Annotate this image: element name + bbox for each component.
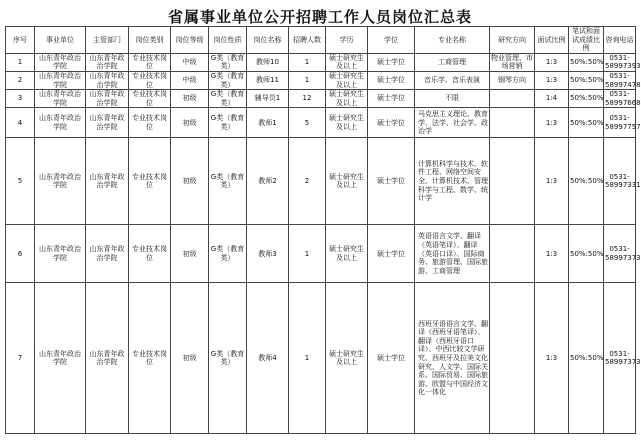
cell-research xyxy=(490,283,535,434)
cell-education: 硕士研究生及以上 xyxy=(326,283,368,434)
cell-count: 2 xyxy=(289,138,326,225)
cell-level: 初级 xyxy=(171,138,209,225)
header-cell: 岗位类别 xyxy=(129,27,171,54)
cell-phone: 0531-58997373 xyxy=(604,283,636,434)
cell-phone: 0531-58997668 xyxy=(605,90,641,107)
cell-interview-ratio: 1:4 xyxy=(535,90,569,108)
header-cell: 学历 xyxy=(326,27,368,54)
cell-education: 硕士研究生及以上 xyxy=(326,225,368,283)
cell-department: 山东青年政治学院 xyxy=(86,283,129,434)
cell-index: 5 xyxy=(6,138,35,225)
cell-major: 英语语言文学、翻译（英语笔译）、翻译（英语口译）、国际商务、旅游管理、国际旅游、工商管理 xyxy=(415,225,490,283)
cell-score-ratio: 50%:50% xyxy=(569,71,604,89)
cell-degree: 硕士学位 xyxy=(368,53,415,71)
cell-category: 专业技术岗位 xyxy=(129,90,171,108)
cell-count: 1 xyxy=(289,53,326,71)
cell-education: 硕士研究生及以上 xyxy=(326,108,368,138)
cell-interview-ratio: 1:3 xyxy=(535,71,569,89)
cell-unit: 山东青年政治学院 xyxy=(35,53,86,71)
cell-score-ratio: 50%:50% xyxy=(569,53,604,71)
cell-education: 硕士研究生及以上 xyxy=(326,53,368,71)
cell-level: 初级 xyxy=(171,90,209,108)
cell-index: 1 xyxy=(6,53,35,71)
cell-level: 初级 xyxy=(171,108,209,138)
cell-category: 专业技术岗位 xyxy=(129,108,171,138)
cell-interview-ratio: 1:3 xyxy=(535,138,569,225)
cell-department: 山东青年政治学院 xyxy=(86,71,129,89)
cell-interview-ratio: 1:3 xyxy=(535,225,569,283)
cell-index: 2 xyxy=(6,71,35,89)
table-row xyxy=(6,90,636,108)
header-cell: 笔试和面试成绩比例 xyxy=(569,27,604,54)
table-row xyxy=(6,53,636,71)
cell-education: 硕士研究生及以上 xyxy=(326,138,368,225)
cell-nature: G类（教育类） xyxy=(209,90,247,108)
cell-index: 7 xyxy=(6,283,35,434)
cell-nature: G类（教育类） xyxy=(209,283,247,434)
cell-phone: 0531-58997331 xyxy=(604,138,636,225)
cell-category: 专业技术岗位 xyxy=(129,71,171,89)
cell-score-ratio: 50%:50% xyxy=(569,225,604,283)
header-cell: 面试比例 xyxy=(535,27,569,54)
cell-research xyxy=(490,138,535,225)
cell-major: 计算机科学与技术、软件工程、网络空间安全、计算机技术、管理科学与工程、数学、统计学 xyxy=(415,138,490,225)
position-table xyxy=(5,26,641,434)
header-cell: 专业名称 xyxy=(415,27,490,54)
header-cell: 岗位名称 xyxy=(247,27,289,54)
cell-category: 专业技术岗位 xyxy=(129,283,171,434)
cell-nature: G类（教育类） xyxy=(209,71,247,89)
cell-score-ratio: 50%:50% xyxy=(569,108,604,138)
cell-category: 专业技术岗位 xyxy=(129,225,171,283)
header-cell: 研究方向 xyxy=(490,27,535,54)
table-row xyxy=(6,71,636,89)
cell-score-ratio: 50%:50% xyxy=(569,138,604,225)
cell-unit: 山东青年政治学院 xyxy=(35,90,86,108)
cell-department: 山东青年政治学院 xyxy=(86,225,129,283)
header-cell: 咨询电话 xyxy=(604,27,636,54)
cell-degree: 硕士学位 xyxy=(368,138,415,225)
cell-position: 教师4 xyxy=(247,283,289,434)
cell-degree: 硕士学位 xyxy=(368,283,415,434)
cell-unit: 山东青年政治学院 xyxy=(35,225,86,283)
cell-category: 专业技术岗位 xyxy=(129,138,171,225)
cell-position: 教师10 xyxy=(247,53,289,71)
cell-interview-ratio: 1:3 xyxy=(535,283,569,434)
header-cell: 事业单位 xyxy=(35,27,86,54)
cell-position: 教师3 xyxy=(247,225,289,283)
table-row xyxy=(6,283,636,434)
header-cell: 序号 xyxy=(6,27,35,54)
cell-level: 初级 xyxy=(171,225,209,283)
cell-research xyxy=(490,90,535,108)
cell-count: 1 xyxy=(289,283,326,434)
cell-unit: 山东青年政治学院 xyxy=(35,283,86,434)
cell-level: 中级 xyxy=(171,71,209,89)
cell-position: 教师11 xyxy=(247,71,289,89)
cell-degree: 硕士学位 xyxy=(368,108,415,138)
cell-department: 山东青年政治学院 xyxy=(86,108,129,138)
cell-nature: G类（教育类） xyxy=(209,53,247,71)
header-cell: 主管部门 xyxy=(86,27,129,54)
cell-nature: G类（教育类） xyxy=(209,108,247,138)
cell-phone: 0531-58997757 xyxy=(604,108,636,138)
cell-position: 教师2 xyxy=(247,138,289,225)
cell-degree: 硕士学位 xyxy=(368,90,415,108)
cell-research: 物业管理、市场营销 xyxy=(491,53,533,71)
cell-major: 工商管理 xyxy=(415,53,490,71)
cell-index: 6 xyxy=(6,225,35,283)
table-row xyxy=(6,138,636,225)
document-title: 省属事业单位公开招聘工作人员岗位汇总表 xyxy=(167,8,472,26)
cell-unit: 山东青年政治学院 xyxy=(35,108,86,138)
header-cell: 岗位性质 xyxy=(209,27,247,54)
cell-department: 山东青年政治学院 xyxy=(86,53,129,71)
cell-degree: 硕士学位 xyxy=(368,71,415,89)
cell-count: 12 xyxy=(289,90,326,108)
cell-score-ratio: 50%:50% xyxy=(569,90,604,108)
cell-major: 马克思主义理论、教育学、法学、社会学、政治学 xyxy=(415,108,490,138)
cell-count: 1 xyxy=(289,225,326,283)
header-cell: 招聘人数 xyxy=(289,27,326,54)
cell-phone: 0531-58997478 xyxy=(605,71,641,89)
cell-major: 西班牙语语言文学、翻译（西班牙语笔译）、翻译（西班牙语口译）、中西比较文学研究、西班牙及拉美文化研究、人文学、国际关系、国际贸易、国际旅游、欧盟与中国经济文化一体化 xyxy=(415,283,490,434)
cell-education: 硕士研究生及以上 xyxy=(326,71,368,89)
table-header-row xyxy=(6,27,636,54)
cell-department: 山东青年政治学院 xyxy=(86,138,129,225)
cell-research: 钢琴方向 xyxy=(490,71,535,89)
cell-count: 1 xyxy=(289,71,326,89)
cell-department: 山东青年政治学院 xyxy=(86,90,129,108)
cell-index: 3 xyxy=(6,90,35,108)
cell-level: 初级 xyxy=(171,283,209,434)
cell-position: 辅导员1 xyxy=(247,90,289,108)
cell-phone: 0531-58997393 xyxy=(605,53,641,71)
cell-education: 硕士研究生及以上 xyxy=(326,90,368,108)
cell-position: 教师1 xyxy=(247,108,289,138)
cell-phone: 0531-58997373 xyxy=(604,225,636,283)
cell-degree: 硕士学位 xyxy=(368,225,415,283)
cell-index: 4 xyxy=(6,108,35,138)
header-cell: 学位 xyxy=(368,27,415,54)
cell-nature: G类（教育类） xyxy=(209,138,247,225)
cell-interview-ratio: 1:3 xyxy=(535,108,569,138)
cell-unit: 山东青年政治学院 xyxy=(35,71,86,89)
cell-count: 5 xyxy=(289,108,326,138)
cell-research xyxy=(490,225,535,283)
cell-major: 不限 xyxy=(415,90,490,108)
cell-research xyxy=(490,108,535,138)
cell-category: 专业技术岗位 xyxy=(129,53,171,71)
cell-unit: 山东青年政治学院 xyxy=(35,138,86,225)
table-row xyxy=(6,225,636,283)
cell-score-ratio: 50%:50% xyxy=(569,283,604,434)
table-row xyxy=(6,108,636,138)
header-cell: 岗位等级 xyxy=(171,27,209,54)
cell-major: 音乐学、音乐表演 xyxy=(415,71,490,89)
cell-nature: G类（教育类） xyxy=(209,225,247,283)
cell-level: 中级 xyxy=(171,53,209,71)
cell-interview-ratio: 1:3 xyxy=(535,53,569,71)
